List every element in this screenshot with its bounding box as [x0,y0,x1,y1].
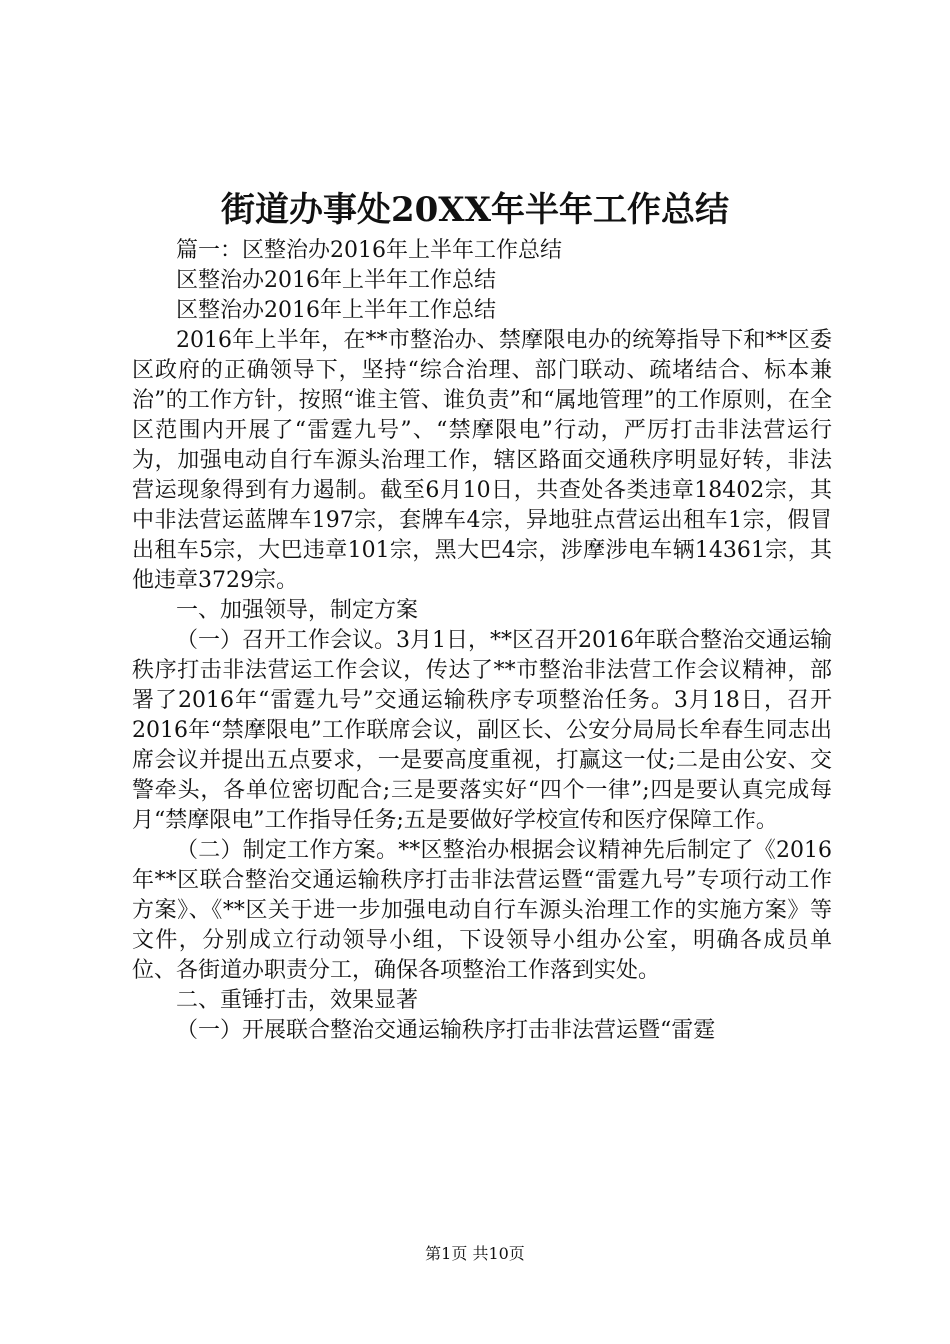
paragraph-joint-rectification: （一）开展联合整治交通运输秩序打击非法营运暨“雷霆 [176,1018,716,1043]
paragraph-work-meeting: （一）召开工作会议。3月1日，**区召开2016年联合整治交通运输秩序打击非法营运工作会议，传达了**市整治非法营工作会议精神，部署了2016年“雷霆九号”交通运输秩序专项整治任务。3月18日，召开2016年“禁摩限电”工作联席会议，副区长、公安分局局长牟春生同志出席会议并提出五点要求，一是要高度重视，打赢这一仗;二是由公安、交警牵头，各单位密切配合;三是要落实好“四个一律”;四是要认真完成每月“禁摩限电”工作指导任务;五是要做好学校宣传和医疗保障工作。 [132,628,832,833]
paragraph-subtitle-repeat: 区整治办2016年上半年工作总结 [176,298,496,323]
document-body [132,236,832,1046]
section-heading-one: 一、加强领导，制定方案 [176,598,419,623]
paragraph-subtitle: 区整治办2016年上半年工作总结 [176,268,496,293]
page-number-footer: 第1页 共10页 [425,1244,525,1263]
document-title: 街道办事处20XX年半年工作总结 [220,190,730,230]
paragraph-heading-part-one: 篇一：区整治办2016年上半年工作总结 [176,238,562,263]
paragraph-overview: 2016年上半年，在**市整治办、禁摩限电办的统筹指导下和**区委区政府的正确领导下，坚持“综合治理、部门联动、疏堵结合、标本兼治”的工作方针，按照“谁主管、谁负责”和“属地管理”的工作原则，在全区范围内开展了“雷霆九号”、“禁摩限电”行动，严厉打击非法营运行为，加强电动自行车源头治理工作，辖区路面交通秩序明显好转，非法营运现象得到有力遏制。截至6月10日，共查处各类违章18402宗，其中非法营运蓝牌车197宗，套牌车4宗，异地驻点营运出租车1宗，假冒出租车5宗，大巴违章101宗，黑大巴4宗，涉摩涉电车辆14361宗，其他违章3729宗。 [132,328,832,593]
paragraph-work-plan: （二）制定工作方案。**区整治办根据会议精神先后制定了《2016年**区联合整治交通运输秩序打击非法营运暨“雷霆九号”专项行动工作方案》、《**区关于进一步加强电动自行车源头治理工作的实施方案》等文件，分别成立行动领导小组，下设领导小组办公室，明确各成员单位、各街道办职责分工，确保各项整治工作落到实处。 [132,838,832,983]
section-heading-two: 二、重锤打击，效果显著 [176,988,419,1013]
